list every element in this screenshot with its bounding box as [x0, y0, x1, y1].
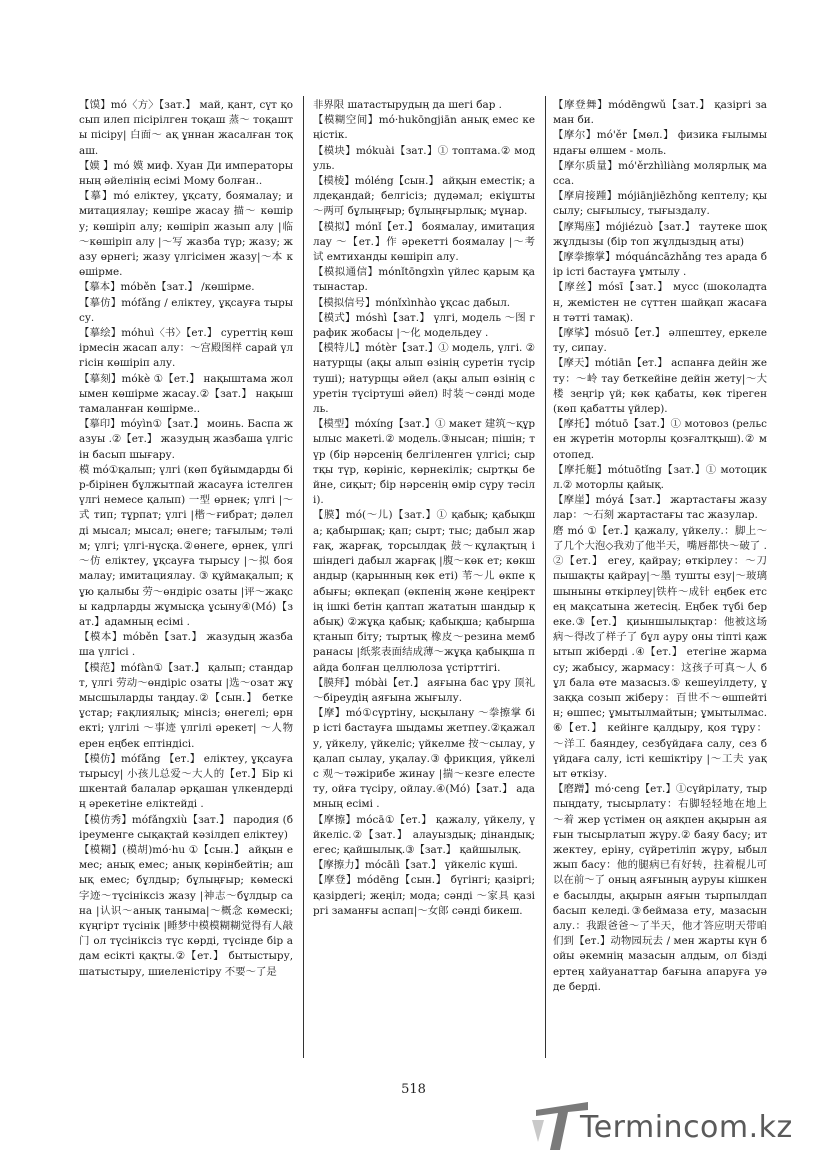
column-divider [303, 96, 304, 1058]
dictionary-entry: 【嫫 】mó 嫫 миф. Хуан Ди императорының әйелінің есімі Мому болған.. [79, 159, 293, 188]
dictionary-entry: 【模特儿】mótèr【зат.】① модель, үлгі. ② натурщы (ақы алып өзінің суретін түсіртуші); натурщы әйел (ақы алып өзінің суретін түсіртуші әйел) 时装～сәнді модель. [313, 342, 535, 416]
dictionary-entry: 【模拟通信】mónǐtōngxìn үйлес қарым қатынастар. [313, 266, 535, 294]
dictionary-entry: 【摩】mó①сүртіну, ысқылану ～拳擦掌 бір істі бастауға шыдамы жетпеу.②қажалу, үйкелу, үйкеліс; үйкелме 按～сылау, уқалап сылау, уқалау.③ фрикция, үйкеліс 观～тәжірибе жинау |揣～кезге елестету, ойға түсіру, ойлау.④(Mó)【зат.】 адамның есімі . [313, 707, 535, 811]
dictionary-entry: 【摩丝】mósī【зат.】 мусс (шоколадтан, жемістен не сүттен шайқап жасаған тәтті тамақ). [553, 281, 767, 324]
dictionary-entry: 【膜】mó(～儿)【зат.】① қабық; қабықша; қабыршақ; қап; сырт; тыс; дабыл жарғақ, жарғақ, торсылдақ 鼓～құлақтың ішіндегі дабыл жарғақ |腹～көк ет; көкшандыр (қарынның көк еті) 苇～儿 өкпе қабығы; өкпеқап (өкпенің және кеңіректің ішкі бетін қаптап жататын шандыр қабық) ②жұқа қабық; қабықша; қабыршақтанып біту; тыртық 橡皮～резина мембранасы |纸浆表面结成薄～жұқа қабықша пайда болған целлюлоза үстірттігі. [313, 509, 535, 674]
dictionary-entry: 【摩天】mótiān【ет.】 аспанға дейін жету：～岭 тау беткейіне дейін жету|～大楼 зеңгір үй; көк қабаты, көк тіреген (көп қабатты үйлер). [553, 357, 767, 416]
dictionary-entry: 【摩擦】mócā①【ет.】 қажалу, үйкелу, үйкеліс.②【зат.】 алауыздық; дінандық; егес; қайшылық.③【зат.】 қайшылық. [313, 813, 535, 856]
logo-text: Termincom.kz [580, 1110, 793, 1145]
dictionary-entry: 【模本】móběn【зат.】 жазудың жазбаша үлгісі . [79, 631, 293, 659]
dictionary-entry: 【摩挲】mósuō【ет.】 әлпештеу, еркелету, сипау. [553, 327, 767, 355]
dictionary-entry: 【模拟信号】mónǐxìnhào ұқсас дабыл. [313, 296, 511, 309]
dictionary-entry: 【摹仿】mófǎng / еліктеу, ұқсауға тырысу. [79, 296, 293, 324]
dictionary-entry: 【模块】mókuài【зат.】① топтама.② модуль. [313, 144, 535, 172]
dictionary-entry: 【模仿】mófǎng 【ет.】 еліктеу, ұқсауға тырысу| 小孩儿总爱～大人的【ет.】Бір кішкентай балалар әрқашан үлкендердің әрекетіне еліктейді . [79, 752, 293, 811]
column-divider [545, 96, 546, 1058]
dictionary-entry: 【摩擦力】mócālì【зат.】 үйкеліс күші. [313, 859, 518, 872]
dictionary-entry: 【模糊空间】mó·hukōngjiān анық емес кеңістік. [313, 114, 535, 142]
dictionary-entry: 【模拟】mónǐ【ет.】 боямалау, имитациялау ～【ет.】作 әрекетті боямалау |～考试 емтиханды көшіріп алу. [313, 220, 535, 264]
dictionary-entry: 【摹本】móběn【зат.】 /көшірме. [79, 281, 255, 294]
dictionary-entry: 【模仿秀】mófǎngxiù【зат.】 пародия (біреуменге сықақтай кәзілдеп еліктеу) [79, 813, 293, 841]
dictionary-entry: 【摹】mó еліктеу, ұқсату, боямалау; имитациялау; көшіре жасау 描～ көшіру; көшіріп алу; көшіріп жазып алу |临～көшіріп алу |～写 жазба түр; жазу; жазу өрнегі; жазу үлгісімен жазу|～本 көшірме. [79, 190, 293, 279]
dictionary-entry: 非界限 шатастырудың да шегі бар . [313, 99, 502, 111]
dictionary-entry: 【模糊】(模胡)mó·hu ①【сын.】 айқын емес; анық емес; анық көрінбейтін; ашық емес; бұлдыр; бұлыңғыр; көмескі 字迹～түсініксіз жазу |神志～бұлдыр сана |认识～анық таныма|～概念 көмескі; күңгірт түсінік |睡梦中模模糊糊觉得有人敲门 ол түсініксіз түс көрді, түсінде бір адам есікті қақты.②【ет.】 бытыстыру, шатыстыру, шиеленістіру 不要～了是 [79, 843, 293, 978]
termincom-logo[interactable] [530, 1098, 800, 1158]
dictionary-entry: 【膜拜】móbài【ет.】 аяғына бас ұру 顶礼～біреудің аяғына жығылу. [313, 676, 535, 704]
dictionary-entry: 模 mó①қалып; үлгі (көп бұйымдарды бір-бірінен бұлжытпай жасауға істелген үлгі немесе қалып) 一型 өрнек; үлгі |～式 тип; тұрпат; үлгі |楷～ғибрат; дәлелді мысал; мысал; өнеге; тағылым; тәлім; үлгі; үлгі-нұсқа.②өнеге, өрнек, үлгі ～仿 еліктеу, ұқсауға тырысу |～拟 боямалау; имитациялау. ③ құймақалып; құю қалыбы 劳～өндіріс озаты |评～жақсы кадрларды жұмысқа ұсыну④(Мó)【зат.】адамның есімі . [79, 463, 293, 628]
dictionary-entry: 【模式】móshì【зат.】 үлгі, модель ～图 график жобасы |～化 модельдеу . [313, 311, 535, 340]
dictionary-entry: 【模棱】móléng【сын.】 айқын еместік; алдеқандай; белгісіз; дүдәмал; екіұшты ～两可 бұлыңғыр; бұлыңғырлық; мұнар. [313, 175, 535, 218]
dictionary-entry: 【模型】móxíng【зат.】① макет 建筑～құрылыс макеті.② модель.③нысан; пішін; түр (бір нәрсенің белгіленген үлгісі; сыртқы түр, көрініс, көрнекілік; сыртқы бейне, сиқыт; бір нәрсенің өмір сүру тәсілі). [313, 418, 535, 507]
page-number: 518 [401, 1082, 426, 1097]
dictionary-entry: 【摩登舞】módēngwǔ【зат.】 қазіргі заман би. [553, 99, 767, 127]
dictionary-entry: 磨 mó ①【ет.】қажалу, үйкелу.：脚上～了几个大泡◇我劝了他半天，嘴唇都快～破了 .②【ет.】 егеу, қайрау; өткірлеу：～刀 пышақты қайрау|～墨 тушты езу|～玻璃 шыныны өткірлеу|铁杵～成针 еңбек етсең мақсатына жетесің. Еңбек түбі береке.③【ет.】 қиыншылықтар：他被这场病～得改了样子了 бұл ауру оны тіпті қажытып жіберді .④【ет.】 етегіне жармасу; жабысу, жармасу：这孩子可真～人 бұл бала өте мазасыз.⑤ кешеуілдету, ұзаққа созып жіберу：百世不～өшпейтін; өшпес; ұмытылмайтын; ұмытылмас.⑥【ет.】 кейінге қалдыру, қоя тұру：～洋工 баяндеу, сезбүйдаға салу, сез бүйдаға салу, істі кешіктіру |～工夫 уақыт өткізу. [553, 524, 767, 780]
dictionary-entry: 【摩羯座】mójiézuò【зат.】 таутеке шоқ жұлдызы (бір топ жұлдыздың аты) [553, 220, 767, 248]
dictionary-entry: 【摩登】módēng【сын.】 бүгінгі; қазіргі; қазірдегі; жеңіл; мода; сәнді ～家具 қазіргі заманғы аспап|～女郎 сәнді бикеш. [313, 874, 535, 917]
dictionary-entry: 【摹印】móyìn①【зат.】 моинь. Баспа жазуы .②【ет.】 жазудың жазбаша үлгісін басып шығару. [79, 418, 293, 461]
dictionary-column-right [553, 98, 767, 1060]
dictionary-entry: 【摩托】mótuō【зат.】① мотовоз (рельсен жүретін моторлы қозғалтқыш).② мотопед. [553, 418, 767, 461]
dictionary-entry: 【摩尔】mó'ěr【мөл.】 физика ғылымындағы өлшем - моль. [553, 129, 767, 157]
dictionary-column-left [79, 98, 293, 1060]
dictionary-entry: 【摩拳擦掌】móquáncāzhǎng тез арада бір істі бастауға ұмтылу . [553, 251, 767, 279]
dictionary-entry: 【摹刻】mókè ①【ет.】 нақыштама жолымен көшірме жасау.②【зат.】 нақыштамаланған көшірме.. [79, 372, 293, 416]
dictionary-entry: 【摩尔质量】mó'ěrzhìliàng молярлық масса. [553, 159, 767, 188]
dictionary-entry: 【摹绘】móhuì〈书〉【ет.】 суреттің көшірмесін жасап алу：～宫殿图样 сарай үлгісін көшіріп алу. [79, 327, 293, 370]
dictionary-entry: 【模范】mófàn①【зат.】 қалып; стандарт, үлгі 劳动～өндіріс озаты |选～озат жұмысшыларды таңдау.②【сын.】 бетке ұстар; ғақлиялық; мінсіз; өнегелі; өрнекті; үлгілі ～事迹 үлгілі әрекет| ～人物 ерен еңбек ептіндісі. [79, 661, 293, 750]
dictionary-entry: 【摩肩接踵】mójiānjiēzhǒng кептелу; қысылу; сығылысу, тығыздалу. [553, 190, 767, 218]
dictionary-entry: 【摩崖】móyá【зат.】 жартастағы жазулар：～石刻 жартастағы тас жазулар. [553, 494, 767, 522]
dictionary-entry: 【馍】mó〈方〉【зат.】 май, қант, сүт қосып илеп пісірілген тоқаш 蒸～ тоқашты пісіру| 白面～ ақ ұннан жасалған тоқаш. [79, 99, 293, 157]
dictionary-column-middle [313, 98, 535, 1060]
dictionary-entry: 【磨蹭】mó·ceng【ет.】①сүйрілату, тырпыңдату, тысырлату：右脚轻轻地在地上～着 жер үстімен оң аяқпен ақырын аяғын тысырлатып жүру.② баяу басу; итжектеу, еріну, сүйретіліп жүру, ыбылжып басу：他的腿病已有好转，拄着棍儿可以在前～了 оның аяғының ауруы кішкене басылды, ақырын аяғын тырпылдап басып келеді.③беймаза ету, мазасын алу.：我跟爸爸～了半天，他才答应明天带咱们到【ет.】动物园玩去 / мен жарты күн бойы әкемнің мазасын алдым, ол бізді ертең хайуанаттар бағына апаруға уәде берді. [553, 783, 767, 993]
dictionary-entry: 【摩托艇】mótuōtǐng【зат.】① мотоцикл.② моторлы қайық. [553, 463, 767, 492]
